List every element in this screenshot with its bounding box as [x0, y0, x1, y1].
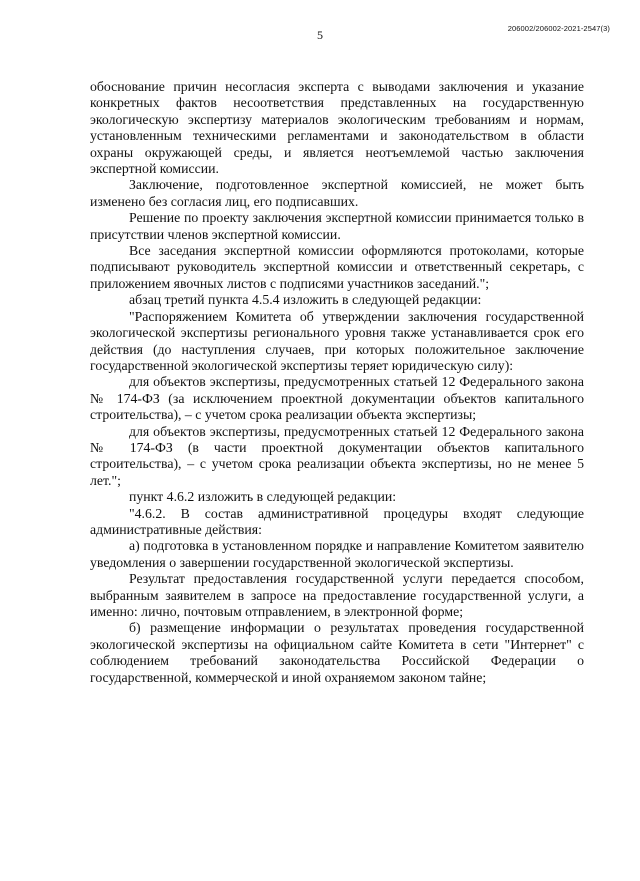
paragraph: а) подготовка в установленном порядке и направление Комитетом заявителю уведомления о завершении государственной экологической экспертизы. [90, 538, 584, 570]
page-number: 5 [317, 28, 323, 42]
paragraph: б) размещение информации о результатах проведения государственной экологической экспертизы на официальном сайте Комитета в сети "Интернет" с соблюдением требований законодательства Российской Федерации о государственной, коммерческой и иной охраняемом законом тайне; [90, 620, 584, 685]
paragraph: абзац третий пункта 4.5.4 изложить в следующей редакции: [129, 292, 482, 308]
paragraph: пункт 4.6.2 изложить в следующей редакции: [129, 489, 397, 505]
document-body [90, 79, 584, 686]
paragraph: Результат предоставления государственной услуги передается способом, выбранным заявителем в запросе на предоставление государственной услуги, а именно: лично, почтовым отправлением, в электронной форме; [90, 571, 584, 619]
paragraph: Решение по проекту заключения экспертной комиссии принимается только в присутствии членов экспертной комиссии. [90, 210, 584, 242]
document-code: 206002/206002-2021-2547(3) [507, 24, 610, 33]
paragraph-continuation: обоснование причин несогласия эксперта с выводами заключения и указание конкретных фактов несоответствия представленных на государственную экологическую экспертизу материалов экологическим требованиям и нормам, установленным техническими регламентами и законодательством в области охраны окружающей среды, и является неотъемлемой частью заключения экспертной комиссии. [90, 79, 584, 177]
paragraph: "4.6.2. В состав административной процедуры входят следующие административные действия: [90, 505, 584, 537]
paragraph: Заключение, подготовленное экспертной комиссией, не может быть изменено без согласия лиц, его подписавших. [90, 177, 584, 209]
paragraph: "Распоряжением Комитета об утверждении заключения государственной экологической экспертизы регионального уровня также устанавливается срок его действия (до наступления случаев, при которых положительное заключение государственной экологической экспертизы теряет юридическую силу): [90, 308, 584, 373]
paragraph: Все заседания экспертной комиссии оформляются протоколами, которые подписывают руководитель экспертной комиссии и ответственный секретарь, с приложением явочных листов с подписями участников заседаний."; [90, 243, 584, 291]
paragraph: для объектов экспертизы, предусмотренных статьей 12 Федерального закона № 174-ФЗ (за исключением проектной документации объектов капитального строительства), – с учетом срока реализации объекта экспертизы; [90, 374, 584, 423]
paragraph: для объектов экспертизы, предусмотренных статьей 12 Федерального закона № 174-ФЗ (в части проектной документации объектов капитального строительства), – с учетом срока реализации объекта экспертизы, но не менее 5 лет."; [90, 423, 584, 488]
